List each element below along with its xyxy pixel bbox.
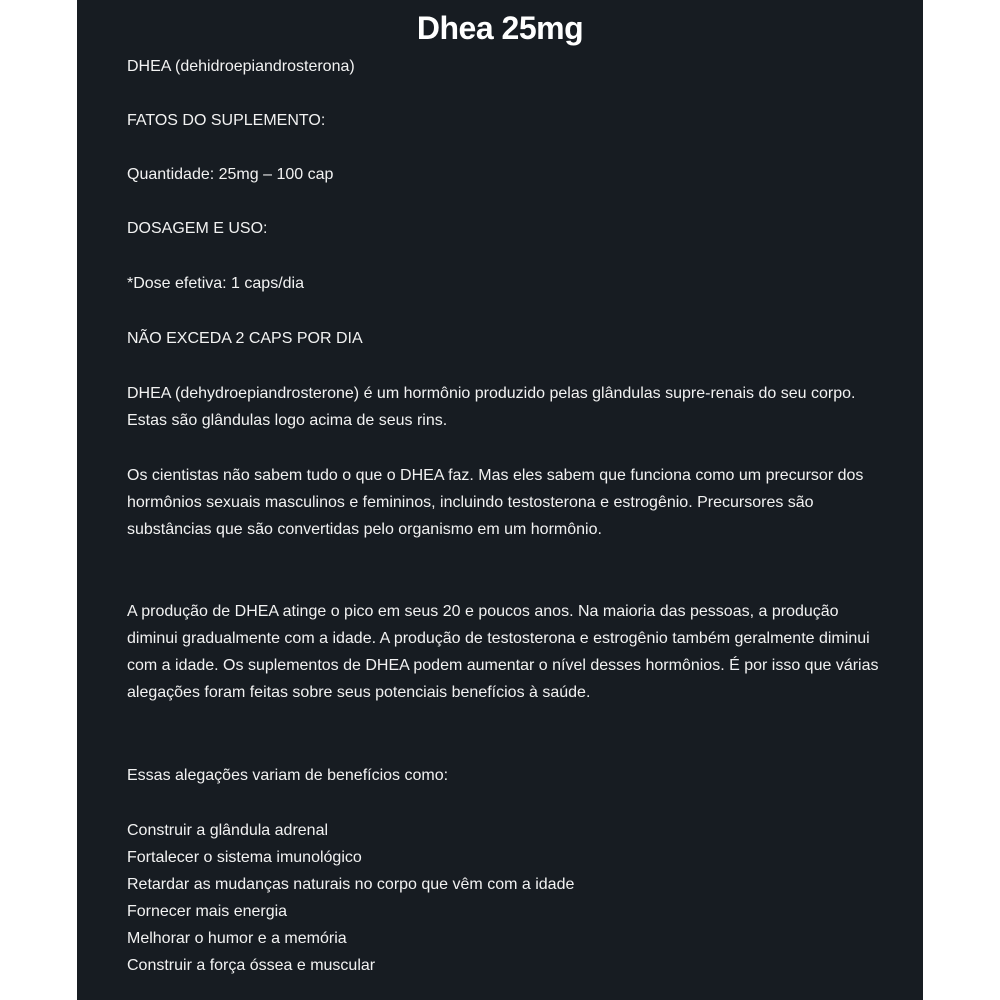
facts-heading: FATOS DO SUPLEMENTO: xyxy=(127,112,326,129)
paragraph-precursor: Os cientistas não sabem tudo o que o DHEA faz. Mas eles sabem que funciona como um precursor dos hormônios sexuais masculinos e femininos, incluindo testosterona e estrogênio. Precursores são substâncias que são convertidas pelo organismo em um hormônio. xyxy=(127,467,864,538)
dose-text: *Dose efetiva: 1 caps/dia xyxy=(127,275,304,292)
warning-text: NÃO EXCEDA 2 CAPS POR DIA xyxy=(127,330,363,347)
product-description-panel xyxy=(77,0,923,1000)
list-item: Fortalecer o sistema imunológico xyxy=(127,849,362,866)
list-item: Construir a glândula adrenal xyxy=(127,822,329,839)
list-item: Melhorar o humor e a memória xyxy=(127,930,347,947)
dosage-heading: DOSAGEM E USO: xyxy=(127,220,268,237)
list-item: Construir a força óssea e muscular xyxy=(127,957,376,974)
list-item: Retardar as mudanças naturais no corpo que vêm com a idade xyxy=(127,876,575,893)
paragraph-intro: DHEA (dehydroepiandrosterone) é um hormônio produzido pelas glândulas supre-renais do seu corpo. Estas são glândulas logo acima de seus rins. xyxy=(127,385,856,429)
quantity-text: Quantidade: 25mg – 100 cap xyxy=(127,166,334,183)
page-title: Dhea 25mg xyxy=(416,10,584,46)
benefits-list xyxy=(127,817,574,979)
list-item: Fornecer mais energia xyxy=(127,903,288,920)
subtitle: DHEA (dehidroepiandrosterona) xyxy=(127,58,355,75)
paragraph-production: A produção de DHEA atinge o pico em seus 20 e poucos anos. Na maioria das pessoas, a produção diminui gradualmente com a idade. A produção de testosterona e estrogênio também geralmente diminui com a idade. Os suplementos de DHEA podem aumentar o nível desses hormônios. É por isso que várias alegações foram feitas sobre seus potenciais benefícios à saúde. xyxy=(127,603,879,701)
paragraph-claims: Essas alegações variam de benefícios como: xyxy=(127,767,449,784)
